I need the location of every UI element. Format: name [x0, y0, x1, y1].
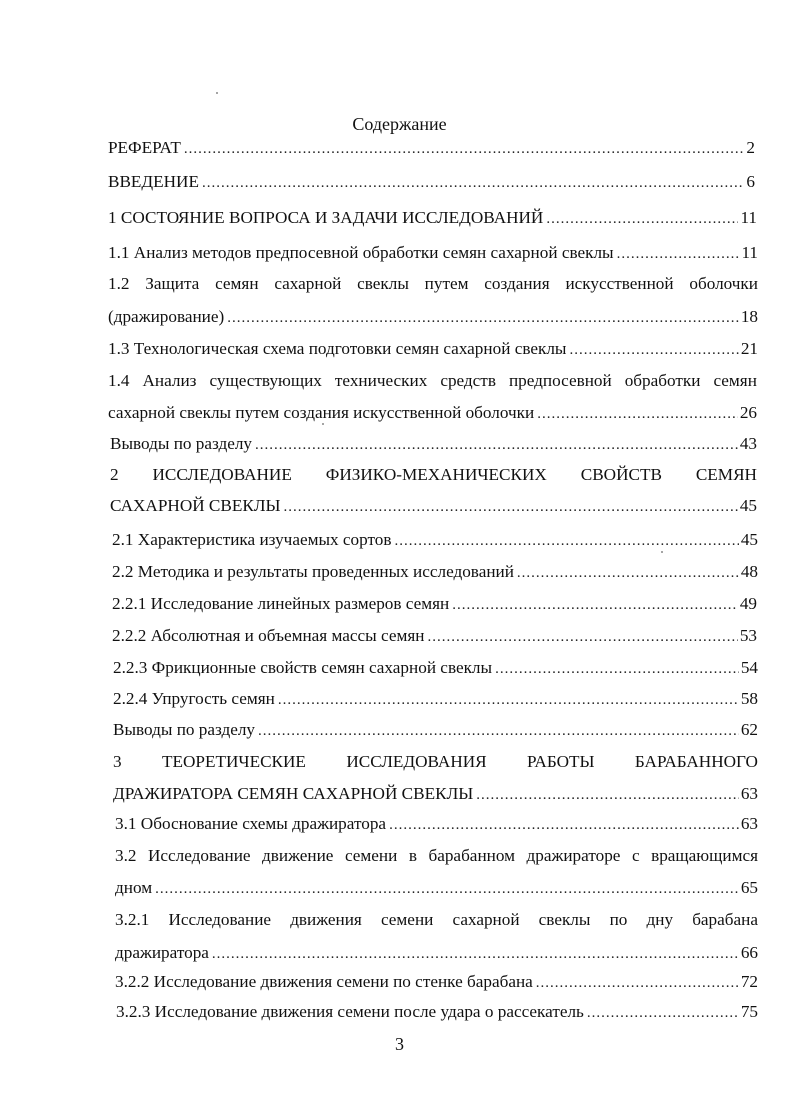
toc-entry [108, 206, 757, 230]
toc-entry-word: дну [646, 910, 674, 929]
toc-dot-leader [255, 433, 738, 457]
toc-entry-title: (дражирование) [108, 307, 225, 326]
toc-entry-line1 [115, 908, 758, 932]
toc-entry-page: 6 [746, 172, 755, 191]
toc-dot-leader [283, 495, 737, 519]
toc-dot-leader [569, 338, 738, 362]
toc-dot-leader [537, 402, 738, 426]
toc-entry-page: 53 [739, 626, 757, 645]
toc-entry-page: 45 [739, 496, 757, 515]
toc-entry-title: дражиратора [115, 943, 209, 962]
toc-entry-word: сахарной [274, 274, 342, 293]
toc-dot-leader [202, 171, 744, 195]
toc-dot-leader [476, 783, 739, 807]
toc-entry [112, 592, 757, 616]
toc-entry-title: ДРАЖИРАТОРА СЕМЯН САХАРНОЙ СВЕКЛЫ [113, 784, 474, 803]
toc-dot-leader [212, 942, 739, 966]
toc-entry-word: в [408, 846, 417, 865]
toc-entry-title: 3.2.3 Исследование движения семени после удара о рассекатель [116, 1002, 584, 1021]
toc-entry-word: 1.4 [108, 371, 130, 390]
toc-entry-page: 11 [740, 208, 757, 227]
toc-entry-word: средств [440, 371, 496, 390]
toc-entry-title: 1 СОСТОЯНИЕ ВОПРОСА И ЗАДАЧИ ИССЛЕДОВАНИЙ [108, 208, 544, 227]
toc-dot-leader [258, 719, 739, 743]
toc-entry [115, 941, 758, 965]
toc-entry-title: РЕФЕРАТ [108, 138, 181, 157]
toc-entry-word: 2 [110, 465, 119, 484]
toc-entry-word: вращающимся [651, 846, 758, 865]
toc-dot-leader [587, 1001, 739, 1025]
toc-entry-word: 3.2 [115, 846, 137, 865]
toc-entry [115, 876, 758, 900]
toc-entry-word: создания [484, 274, 550, 293]
toc-entry-title: 2.1 Характеристика изучаемых сортов [112, 530, 392, 549]
toc-entry-title: Выводы по разделу [110, 434, 253, 453]
toc-entry-page: 48 [740, 562, 758, 581]
toc-entry-word: 3 [113, 752, 122, 771]
toc-entry-page: 72 [740, 972, 758, 991]
toc-entry-word: ИССЛЕДОВАНИЯ [346, 752, 487, 771]
toc-entry-word: СЕМЯН [695, 465, 757, 484]
toc-entry-word: обработки [624, 371, 701, 390]
toc-entry-title: сахарной свеклы путем создания искусственной оболочки [108, 403, 535, 422]
toc-entry-word: ФИЗИКО-МЕХАНИЧЕСКИХ [325, 465, 547, 484]
toc-entry-title: дном [115, 878, 153, 897]
toc-dot-leader [427, 625, 737, 649]
toc-entry-word: 1.2 [108, 274, 130, 293]
toc-entry-title: САХАРНОЙ СВЕКЛЫ [110, 496, 281, 515]
toc-entry-page: 21 [740, 339, 758, 358]
toc-entry-word: свеклы [538, 910, 591, 929]
toc-entry-title: 1.3 Технологическая схема подготовки семян сахарной свеклы [108, 339, 567, 358]
toc-entry-word: движение [262, 846, 334, 865]
page-title: Содержание [352, 114, 447, 134]
toc-entry-page: 43 [739, 434, 757, 453]
toc-entry [112, 624, 757, 648]
toc-entry-word: искусственной [565, 274, 674, 293]
toc-entry-page: 54 [740, 658, 758, 677]
toc-dot-leader [536, 971, 739, 995]
toc-entry-line1 [108, 369, 757, 393]
toc-dot-leader [278, 688, 739, 712]
toc-entry-word: технических [334, 371, 428, 390]
toc-entry [116, 1000, 758, 1024]
toc-dot-leader [617, 242, 740, 266]
toc-entry-word: свеклы [357, 274, 409, 293]
toc-entry-page: 62 [740, 720, 758, 739]
toc-entry-word: предпосевной [508, 371, 612, 390]
toc-entry-word: семени [380, 910, 434, 929]
toc-entry [110, 494, 757, 518]
toc-entry-line1 [113, 750, 758, 774]
toc-entry [108, 170, 755, 194]
toc-entry [113, 718, 758, 742]
toc-entry-title: 2.2 Методика и результаты проведенных исследований [112, 562, 514, 581]
toc-entry-page: 2 [746, 138, 755, 157]
toc-entry-title: ВВЕДЕНИЕ [108, 172, 199, 191]
toc-entry-page: 26 [739, 403, 757, 422]
toc-entry-word: Анализ [142, 371, 197, 390]
toc-entry-word: семени [344, 846, 398, 865]
toc-entry-page: 63 [740, 784, 758, 803]
toc-entry-word: существующих [209, 371, 322, 390]
toc-dot-leader [227, 306, 739, 330]
toc-entry-word: Защита [145, 274, 200, 293]
toc-entry-page: 65 [740, 878, 758, 897]
toc-dot-leader [517, 561, 739, 585]
toc-dot-leader [495, 657, 739, 681]
toc-entry [110, 432, 757, 456]
toc-entry-page: 75 [740, 1002, 758, 1021]
toc-entry [113, 656, 758, 680]
toc-entry-title: 2.2.2 Абсолютная и объемная массы семян [112, 626, 425, 645]
toc-entry-word: барабана [692, 910, 758, 929]
toc-entry-title: 1.1 Анализ методов предпосевной обработки семян сахарной свеклы [108, 243, 614, 262]
toc-entry-word: дражираторе [526, 846, 621, 865]
toc-entry-line1 [115, 844, 758, 868]
toc-entry [108, 401, 757, 425]
toc-entry-word: Исследование [148, 846, 251, 865]
toc-entry [112, 528, 758, 552]
toc-entry [108, 136, 755, 160]
toc-entry-title: 2.2.1 Исследование линейных размеров семян [112, 594, 450, 613]
toc-entry-word: путем [424, 274, 469, 293]
toc-entry-word: семян [215, 274, 259, 293]
toc-entry [108, 337, 758, 361]
toc-entry-word: ИССЛЕДОВАНИЕ [152, 465, 292, 484]
toc-entry-word: оболочки [689, 274, 758, 293]
toc-entry-word: СВОЙСТВ [580, 465, 662, 484]
toc-entry-line1 [110, 463, 757, 487]
toc-entry [115, 970, 758, 994]
toc-entry-title: 2.2.4 Упругость семян [113, 689, 275, 708]
toc-entry-word: барабанном [428, 846, 515, 865]
toc-entry-line1 [108, 272, 758, 296]
page-number: 3 [395, 1034, 404, 1054]
toc-entry [113, 782, 758, 806]
toc-entry-page: 49 [739, 594, 757, 613]
toc-entry-page: 18 [740, 307, 758, 326]
toc-entry-title: 2.2.3 Фрикционные свойств семян сахарной свеклы [113, 658, 493, 677]
toc-entry-word: сахарной [452, 910, 520, 929]
toc-entry-word: РАБОТЫ [527, 752, 595, 771]
toc-dot-leader [546, 207, 738, 231]
toc-dot-leader [452, 593, 738, 617]
toc-entry-word: Исследование [168, 910, 272, 929]
toc-entry-page: 63 [740, 814, 758, 833]
toc-dot-leader [394, 529, 738, 553]
toc-dot-leader [184, 137, 745, 161]
toc-entry-page: 45 [740, 530, 758, 549]
toc-entry-word: семян [713, 371, 757, 390]
toc-entry-page: 11 [741, 243, 758, 262]
toc-entry-word: с [631, 846, 640, 865]
toc-entry-page: 58 [740, 689, 758, 708]
toc-entry-word: по [609, 910, 628, 929]
toc-entry-word: БАРАБАННОГО [634, 752, 758, 771]
toc-entry-title: Выводы по разделу [113, 720, 256, 739]
toc-entry-word: движения [290, 910, 362, 929]
toc-entry-word: ТЕОРЕТИЧЕСКИЕ [162, 752, 306, 771]
toc-dot-leader [155, 877, 739, 901]
toc-entry [115, 812, 758, 836]
toc-dot-leader [389, 813, 739, 837]
toc-entry-title: 3.2.2 Исследование движения семени по стенке барабана [115, 972, 533, 991]
toc-entry-title: 3.1 Обоснование схемы дражиратора [115, 814, 387, 833]
toc-entry [108, 305, 758, 329]
toc-entry [113, 687, 758, 711]
toc-entry-page: 66 [740, 943, 758, 962]
toc-entry-word: 3.2.1 [115, 910, 150, 929]
toc-entry [108, 241, 758, 265]
toc-entry [112, 560, 758, 584]
